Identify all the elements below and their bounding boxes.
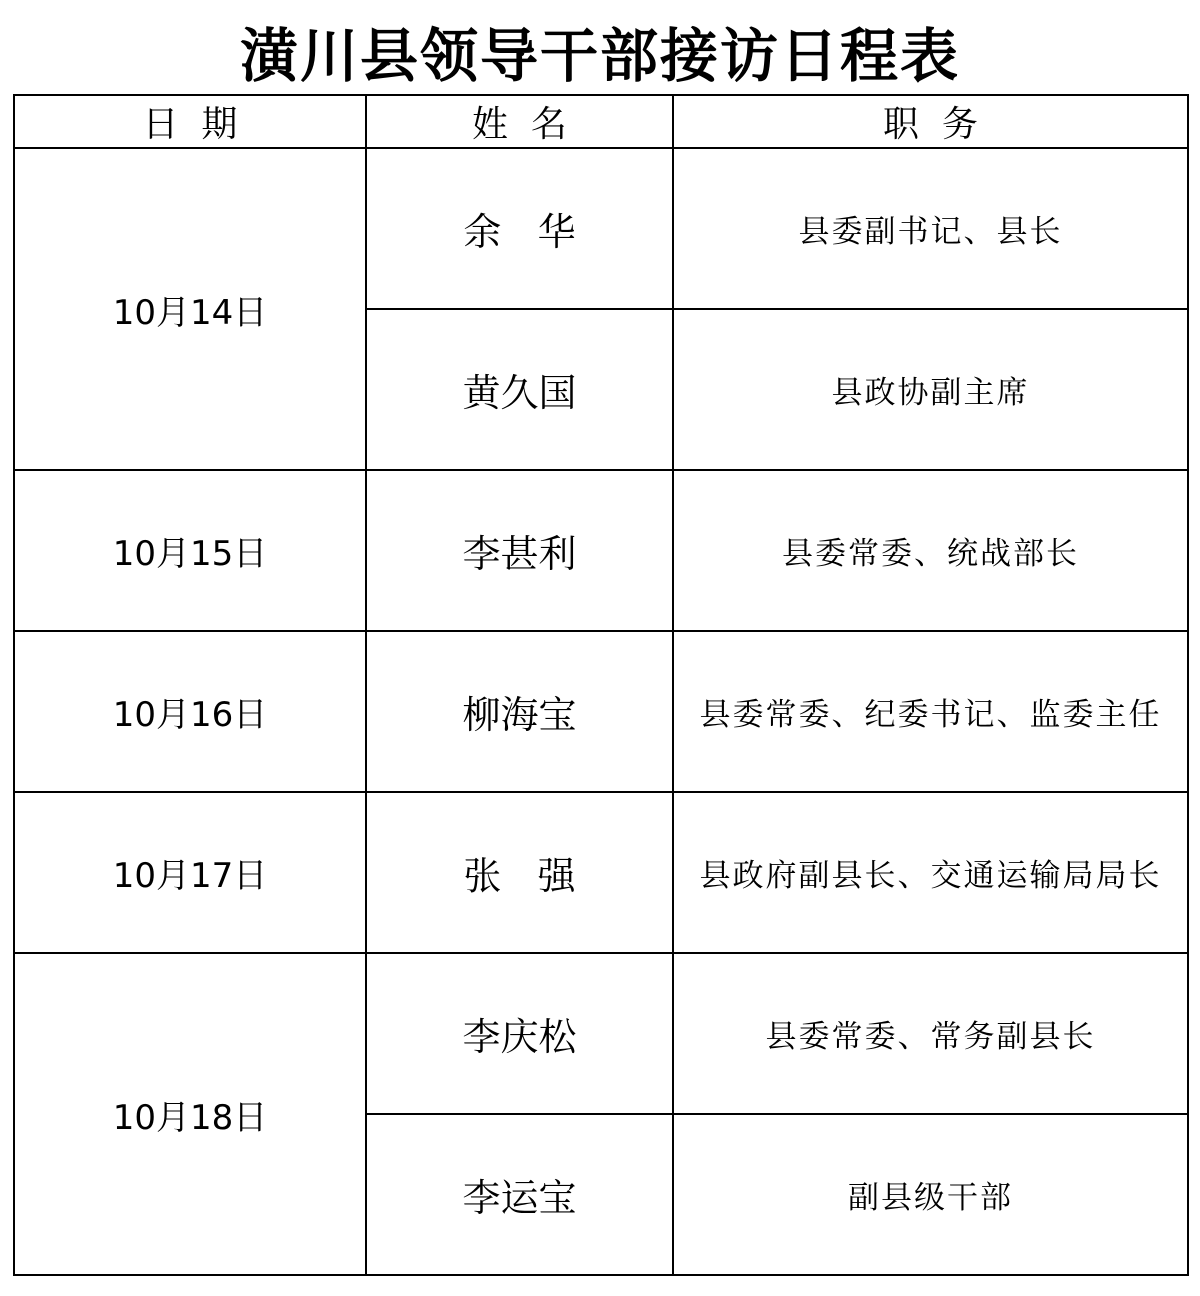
name-cell: [366, 148, 673, 309]
position-cell: 县政府副县长、交通运输局局长: [673, 792, 1188, 953]
date-cell: 10月17日: [14, 792, 366, 953]
position-cell: 县政协副主席: [673, 309, 1188, 470]
position-cell: 县委常委、统战部长: [673, 470, 1188, 631]
name-text: 余 华: [463, 210, 576, 254]
name-text: 张 强: [463, 854, 576, 898]
position-cell: 县委副书记、县长: [673, 148, 1188, 309]
header-date-label: 日 期: [142, 104, 238, 145]
header-position: [673, 95, 1188, 148]
name-text: 柳海宝: [462, 693, 577, 737]
name-cell: [366, 309, 673, 470]
schedule-table: [13, 94, 1189, 1276]
date-cell: 10月18日: [14, 953, 366, 1275]
position-cell: 县委常委、纪委书记、监委主任: [673, 631, 1188, 792]
header-date: [14, 95, 366, 148]
name-cell: [366, 953, 673, 1114]
date-cell: 10月15日: [14, 470, 366, 631]
date-cell: 10月14日: [14, 148, 366, 470]
name-cell: [366, 792, 673, 953]
page-title: 潢川县领导干部接访日程表: [239, 22, 960, 90]
name-text: 黄久国: [462, 371, 577, 415]
header-name: [366, 95, 673, 148]
position-cell: 县委常委、常务副县长: [673, 953, 1188, 1114]
table-row: [14, 953, 1188, 1114]
name-text: 李运宝: [462, 1176, 577, 1220]
table-row: [14, 631, 1188, 792]
name-cell: [366, 1114, 673, 1275]
position-cell: 副县级干部: [673, 1114, 1188, 1275]
name-text: 李甚利: [462, 532, 577, 576]
header-position-label: 职 务: [883, 104, 978, 145]
name-cell: [366, 470, 673, 631]
header-name-label: 姓 名: [472, 104, 567, 145]
name-text: 李庆松: [462, 1015, 577, 1059]
table-row: [14, 470, 1188, 631]
date-cell: 10月16日: [14, 631, 366, 792]
name-cell: [366, 631, 673, 792]
table-row: [14, 792, 1188, 953]
table-header-row: [14, 95, 1188, 148]
table-row: [14, 148, 1188, 309]
